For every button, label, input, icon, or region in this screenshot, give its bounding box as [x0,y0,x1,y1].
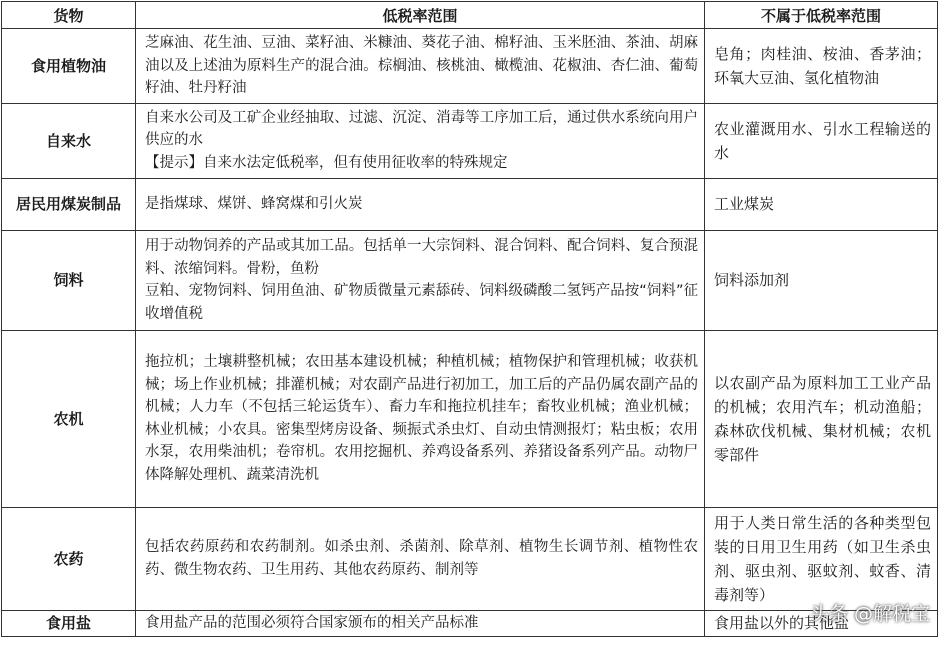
low-rate-text: 豆粕、宠物饲料、饲用鱼油、矿物质微量元素舔砖、饲料级磷酸二氢钙产品按“饲料”征收增值税 [145,283,698,322]
not-low-rate-cell: 皂角；肉桂油、桉油、香茅油；环氧大豆油、氢化植物油 [705,29,938,104]
not-low-rate-cell: 用于人类日常生活的各种类型包装的日用卫生用药（如卫生杀虫剂、驱虫剂、驱蚊剂、蚊香、清毒剂等） [705,507,938,610]
low-rate-cell [136,610,705,636]
table-row [2,330,938,507]
low-rate-text: 自来水公司及工矿企业经抽取、过滤、沉淀、消毒等工序加工后，通过供水系统向用户供应的水 [145,109,698,149]
table-row [2,178,938,230]
table-row [2,230,938,330]
goods-cell: 食用盐 [2,610,136,636]
goods-cell: 自来水 [2,103,136,178]
low-rate-cell [136,103,705,178]
low-rate-text: 芝麻油、花生油、豆油、菜籽油、米糠油、葵花子油、棉籽油、玉米胚油、茶油、胡麻油以及上述油为原料生产的混合油。棕榈油、核桃油、橄榄油、花椒油、杏仁油、葡萄籽油、牡丹籽油 [145,35,698,96]
low-rate-text: 用于动物饲养的产品或其加工品。包括单一大宗饲料、混合饲料、配合饲料、复合预混料、浓缩饲料。骨粉，鱼粉 [145,238,698,277]
low-rate-cell [136,178,705,230]
goods-cell: 居民用煤炭制品 [2,178,136,230]
low-rate-text: 是指煤球、煤饼、蜂窝煤和引火炭 [145,195,363,212]
table-row [2,29,938,104]
table-row [2,507,938,610]
table-row [2,103,938,178]
header-goods: 货物 [2,2,136,29]
not-low-rate-cell: 农业灌溉用水、引水工程输送的水 [705,103,938,178]
table-row [2,610,938,636]
low-rate-cell [136,330,705,507]
not-low-rate-cell: 工业煤炭 [705,178,938,230]
goods-cell: 农机 [2,330,136,507]
header-not-low-rate-scope: 不属于低税率范围 [705,2,938,29]
low-rate-text: 包括农药原药和农药制剂。如杀虫剂、杀菌剂、除草剂、植物生长调节剂、植物性农药、微生物农药、卫生用药、其他农药原药、制剂等 [145,539,698,578]
table-header-row [2,2,938,29]
goods-cell: 农药 [2,507,136,610]
watermark: 头条 @解税宝 [809,603,930,625]
tax-rate-table [1,1,938,637]
low-rate-cell [136,507,705,610]
low-rate-cell [136,230,705,330]
goods-cell: 食用植物油 [2,29,136,104]
low-rate-cell [136,29,705,104]
low-rate-text: 食用盐产品的范围必须符合国家颁布的相关产品标准 [145,614,479,631]
header-low-rate-scope: 低税率范围 [136,2,705,29]
low-rate-text: 拖拉机；土壤耕整机械；农田基本建设机械；种植机械；植物保护和管理机械；收获机械；场上作业机械；排灌机械；对农副产品进行初加工，加工后的产品仍属农副产品的机械；人力车（不包括三轮运货车）、畜力车和拖拉机挂车；畜牧业机械；渔业机械；林业机械；小农具。密集型烤房设备、频振式杀虫灯、自动虫情测报灯；粘虫板；农用水泵，农用柴油机；卷帘机。农用挖掘机、养鸡设备系列、养猪设备系列产品。动物尸体降解处理机、蔬菜清洗机 [145,354,698,483]
not-low-rate-cell: 饲料添加剂 [705,230,938,330]
low-rate-tip: 【提示】自来水法定低税率，但有使用征收率的特殊规定 [145,154,508,171]
not-low-rate-cell: 以农副产品为原料加工工业产品的机械；农用汽车；机动渔船；森林砍伐机械、集材机械；农机零部件 [705,330,938,507]
not-low-rate-cell: 食用盐以外的其他盐 [705,610,938,636]
goods-cell: 饲料 [2,230,136,330]
